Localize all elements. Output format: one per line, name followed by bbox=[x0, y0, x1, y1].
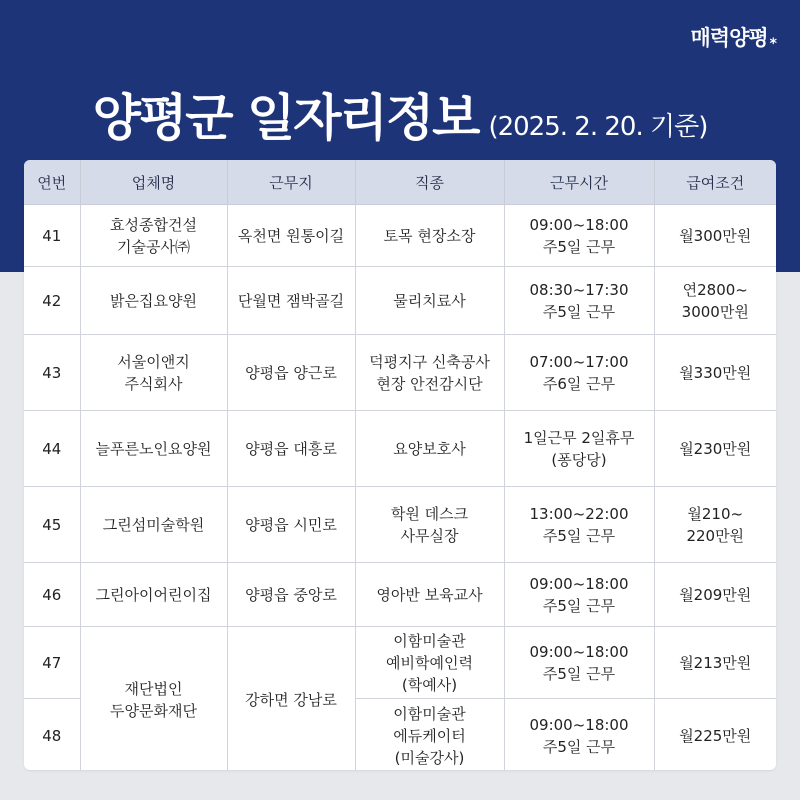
cell-no: 48 bbox=[24, 699, 80, 771]
brand-logo-text: 매력양평 bbox=[690, 26, 768, 50]
cell-salary: 월225만원 bbox=[654, 699, 776, 771]
cell-job: 이함미술관 예비학예인력 (학예사) bbox=[355, 627, 504, 699]
column-header-no: 연번 bbox=[24, 160, 80, 205]
table-row bbox=[24, 267, 776, 335]
cell-location: 양평읍 시민로 bbox=[227, 487, 355, 563]
cell-location: 양평읍 대흥로 bbox=[227, 411, 355, 487]
table-row bbox=[24, 205, 776, 267]
cell-location: 옥천면 원통이길 bbox=[227, 205, 355, 267]
jobs-table bbox=[24, 160, 776, 770]
cell-location: 강하면 강남로 bbox=[227, 627, 355, 771]
cell-company: 늘푸른노인요양원 bbox=[80, 411, 227, 487]
column-header-hours: 근무시간 bbox=[504, 160, 654, 205]
cell-no: 45 bbox=[24, 487, 80, 563]
cell-job: 물리치료사 bbox=[355, 267, 504, 335]
cell-salary: 연2800~ 3000만원 bbox=[654, 267, 776, 335]
cell-salary: 월210~ 220만원 bbox=[654, 487, 776, 563]
cell-job: 이함미술관 에듀케이터 (미술강사) bbox=[355, 699, 504, 771]
cell-no: 47 bbox=[24, 627, 80, 699]
page-title: 양평군 일자리정보 bbox=[92, 89, 479, 147]
table-header-row bbox=[24, 160, 776, 205]
brand-logo bbox=[691, 22, 776, 52]
cell-company: 밝은집요양원 bbox=[80, 267, 227, 335]
brand-star-icon: * bbox=[769, 36, 776, 52]
cell-location: 단월면 잼박골길 bbox=[227, 267, 355, 335]
jobs-table-card bbox=[24, 160, 776, 770]
table-row bbox=[24, 411, 776, 487]
column-header-company: 업체명 bbox=[80, 160, 227, 205]
cell-hours: 08:30~17:30 주5일 근무 bbox=[504, 267, 654, 335]
title-block bbox=[0, 78, 800, 150]
column-header-job: 직종 bbox=[355, 160, 504, 205]
cell-job: 요양보호사 bbox=[355, 411, 504, 487]
cell-no: 42 bbox=[24, 267, 80, 335]
cell-no: 43 bbox=[24, 335, 80, 411]
cell-company: 재단법인 두양문화재단 bbox=[80, 627, 227, 771]
table-row bbox=[24, 627, 776, 699]
cell-location: 양평읍 중앙로 bbox=[227, 563, 355, 627]
column-header-location: 근무지 bbox=[227, 160, 355, 205]
cell-company: 그린섬미술학원 bbox=[80, 487, 227, 563]
cell-hours: 09:00~18:00 주5일 근무 bbox=[504, 563, 654, 627]
reference-date: (2025. 2. 20. 기준) bbox=[488, 112, 708, 142]
cell-company: 서울이앤지 주식회사 bbox=[80, 335, 227, 411]
cell-no: 46 bbox=[24, 563, 80, 627]
table-row bbox=[24, 487, 776, 563]
cell-salary: 월230만원 bbox=[654, 411, 776, 487]
table-row bbox=[24, 335, 776, 411]
cell-no: 44 bbox=[24, 411, 80, 487]
cell-salary: 월330만원 bbox=[654, 335, 776, 411]
cell-job: 학원 데스크 사무실장 bbox=[355, 487, 504, 563]
cell-hours: 09:00~18:00 주5일 근무 bbox=[504, 699, 654, 771]
column-header-salary: 급여조건 bbox=[654, 160, 776, 205]
cell-salary: 월300만원 bbox=[654, 205, 776, 267]
cell-hours: 09:00~18:00 주5일 근무 bbox=[504, 205, 654, 267]
cell-job: 토목 현장소장 bbox=[355, 205, 504, 267]
cell-company: 그린아이어린이집 bbox=[80, 563, 227, 627]
cell-job: 덕평지구 신축공사 현장 안전감시단 bbox=[355, 335, 504, 411]
cell-hours: 1일근무 2일휴무 (퐁당당) bbox=[504, 411, 654, 487]
cell-job: 영아반 보육교사 bbox=[355, 563, 504, 627]
cell-hours: 09:00~18:00 주5일 근무 bbox=[504, 627, 654, 699]
cell-hours: 07:00~17:00 주6일 근무 bbox=[504, 335, 654, 411]
cell-company: 효성종합건설 기술공사㈜ bbox=[80, 205, 227, 267]
cell-location: 양평읍 양근로 bbox=[227, 335, 355, 411]
cell-hours: 13:00~22:00 주5일 근무 bbox=[504, 487, 654, 563]
cell-salary: 월213만원 bbox=[654, 627, 776, 699]
table-row bbox=[24, 563, 776, 627]
cell-salary: 월209만원 bbox=[654, 563, 776, 627]
cell-no: 41 bbox=[24, 205, 80, 267]
